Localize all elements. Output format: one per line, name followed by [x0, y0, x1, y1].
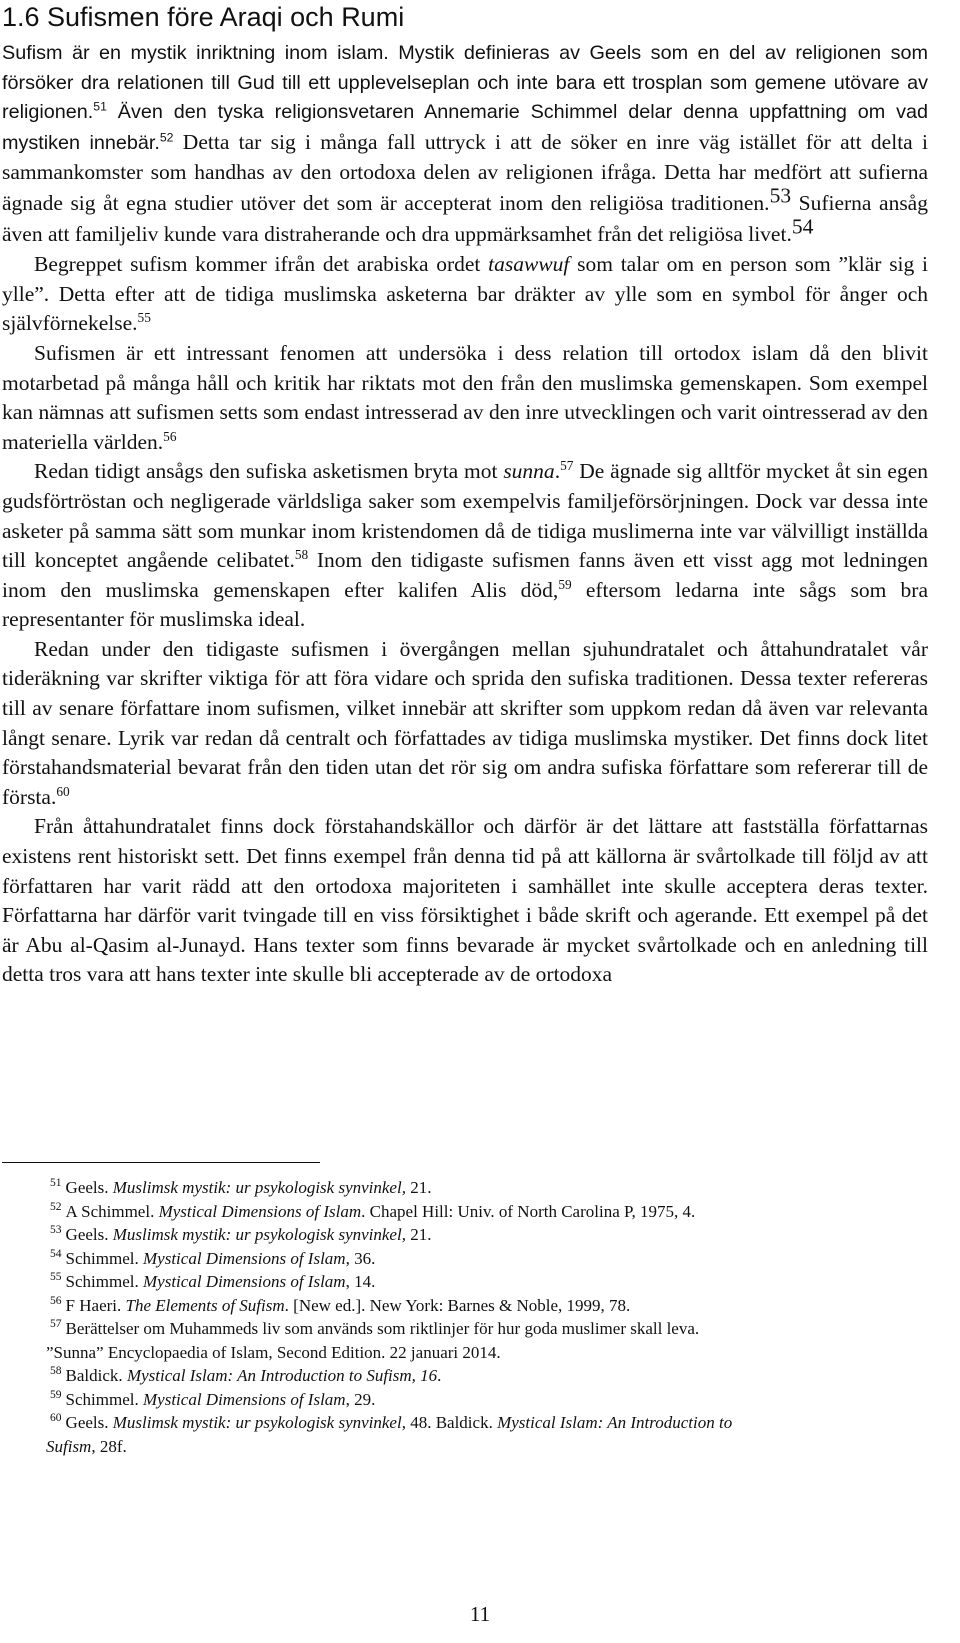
footnote-title: Mystical Dimensions of Islam — [143, 1272, 346, 1291]
footnote-author: Schimmel. — [65, 1389, 143, 1409]
footnote-number: 58 — [50, 1364, 62, 1378]
footnote-58 — [2, 1364, 928, 1388]
paragraph-1-text-c: Detta tar sig i många fall uttryck i att de söker en inre väg istället för att delta i sammankomster som handhas av den ortodoxa delen av religionen ifråga. Detta har medfört att sufierna ägnade sig åt egna studier utöver det som är accepterat inom den religiösa traditionen. — [2, 129, 928, 215]
footnote-ref-52: 52 — [159, 130, 174, 145]
term-tasawwuf: tasawwuf — [488, 252, 570, 277]
paragraph-2 — [2, 250, 928, 339]
footnote-separator — [2, 1162, 320, 1163]
footnote-author: F Haeri. — [65, 1295, 126, 1315]
footnote-title: Mystical Dimensions of Islam — [143, 1389, 346, 1409]
footnote-author: Geels. — [65, 1413, 113, 1432]
footnote-53 — [2, 1223, 928, 1247]
footnote-60 — [2, 1411, 928, 1458]
footnote-detail: , 14. — [345, 1272, 376, 1291]
footnote-text: Berättelser om Muhammeds liv som används som riktlinjer för hur goda muslimer skall leva. — [65, 1319, 700, 1338]
body-text — [2, 39, 928, 990]
paragraph-3 — [2, 339, 928, 457]
paragraph-1-text-a: Sufism är en mystik inriktning inom islam. Mystik definieras av Geels som en del av religionen som försöker dra relationen till Gud till ett upplevelseplan och inte bara ett trosplan som gemene utövare av religionen. — [2, 42, 928, 124]
footnote-title: Muslimsk mystik: ur psykologisk synvinkel, — [112, 1178, 406, 1197]
footnote-detail: 21. — [405, 1178, 432, 1197]
paragraph-4-text-c: De ägnade sig alltför mycket åt sin egen gudsförtröstan och negligerade världsliga saker som exempelvis familjeförsörjningen. Dock var dessa inte asketer på samma sätt som munkar inom kristendomen då de tidiga muslimerna inte var välvilligt inställda till konceptet angående celibatet. — [2, 459, 928, 573]
footnote-59 — [2, 1388, 928, 1412]
paragraph-6-text: Från åttahundratalet finns dock förstahandskällor och därför är det lättare att fastställa författarnas existens rent historiskt sett. Det finns exempel från denna tid på att källorna är svårtolkade till följd av att författaren har varit rädd att den ortodoxa majoriteten i samhället inte skulle acceptera deras texter. Författarna har därför varit tvingade till en viss försiktighet i både skrift och agerande. Ett exempel på det är Abu al-Qasim al-Junayd. Hans texter som finns bevarade är mycket svårtolkade och en anledning till detta tros vara att hans texter inte skulle bli accepterade av de ortodoxa — [2, 814, 928, 987]
paragraph-2-text-b: som talar om en person som ”klär sig i ylle”. Detta efter att de tidiga muslimska asketerna bar dräkter av ylle som en symbol för ånger och självförnekelse. — [2, 252, 928, 336]
footnote-title: Mystical Islam: An Introduction to Sufism, 16 — [126, 1366, 438, 1385]
footnote-ref-56: 56 — [163, 428, 177, 444]
footnote-ref-58: 58 — [294, 546, 309, 562]
footnote-title: Mystical Dimensions of Islam — [143, 1248, 346, 1268]
footnote-number: 55 — [50, 1270, 62, 1284]
footnote-detail: 48. Baldick. — [405, 1413, 498, 1432]
footnote-51 — [2, 1176, 928, 1200]
footnote-ref-53: 53 — [769, 183, 792, 208]
footnote-57 — [2, 1317, 928, 1364]
paragraph-4-text-e: eftersom ledarna inte sågs som bra representanter för muslimska ideal. — [2, 577, 928, 632]
footnote-ref-59: 59 — [558, 576, 572, 592]
footnote-number: 56 — [50, 1293, 62, 1307]
footnote-ref-54: 54 — [791, 213, 814, 238]
paragraph-1-text-b: Även den tyska religionsvetaren Annemarie Schimmel delar denna uppfattning om vad mystiken innebär. — [2, 101, 928, 154]
footnote-title: The Elements of Sufism — [125, 1295, 285, 1315]
footnote-detail-2: , 28f. — [91, 1436, 127, 1456]
footnote-author: Schimmel. — [65, 1248, 143, 1268]
footnotes — [2, 1176, 928, 1458]
footnote-54 — [2, 1247, 928, 1271]
paragraph-1 — [2, 39, 928, 250]
footnote-author: Geels. — [65, 1178, 113, 1197]
footnote-title: Muslimsk mystik: ur psykologisk synvinkel, — [112, 1225, 406, 1244]
paragraph-6 — [2, 812, 928, 990]
footnote-text-continued — [46, 1435, 928, 1459]
footnote-number: 54 — [50, 1246, 62, 1260]
term-sunna: sunna — [503, 459, 555, 484]
footnote-title-2: Mystical Islam: An Introduction to — [497, 1413, 733, 1432]
paragraph-5-text: Redan under den tidigaste sufismen i övergången mellan sjuhundratalet och åttahundratalet vår tideräkning var skrifter viktiga för att föra vidare och sprida den sufiska traditionen. Dessa texter refereras till av senare författare inom sufismen, vilket innebär att skrifter som uppkom redan då även var relevanta långt senare. Lyrik var redan då centralt och författades av tidiga muslimska mystiker. Det finns dock litet förstahandsmaterial bevarat från den tiden utan det rör sig om andra sufiska författare som refererar till de första. — [2, 636, 928, 809]
footnote-detail: 21. — [405, 1225, 432, 1244]
footnote-author: Schimmel. — [65, 1272, 143, 1291]
footnote-number: 53 — [50, 1223, 62, 1237]
footnote-detail: . [New ed.]. New York: Barnes & Noble, 1999, 78. — [284, 1295, 631, 1315]
footnote-56 — [2, 1294, 928, 1318]
footnote-title-2-continued: Sufism — [46, 1436, 92, 1456]
footnote-52 — [2, 1200, 928, 1224]
footnote-author: Baldick. — [65, 1366, 127, 1385]
footnote-author: A Schimmel. — [65, 1201, 159, 1221]
footnote-author: Geels. — [65, 1225, 113, 1244]
paragraph-3-text: Sufismen är ett intressant fenomen att undersöka i dess relation till ortodox islam då den blivit motarbetad på många håll och kritik har riktats mot den från den muslimska gemenskapen. Som exempel kan nämnas att sufismen setts som endast intresserad av den inre utvecklingen och varit ointresserad av den materiella världen. — [2, 340, 928, 454]
paragraph-4-text-b: . — [554, 459, 561, 484]
footnote-detail: . — [437, 1366, 442, 1385]
footnote-number: 60 — [50, 1411, 62, 1425]
footnote-text-continued: ”Sunna” Encyclopaedia of Islam, Second Edition. 22 januari 2014. — [46, 1342, 501, 1362]
page-number: 11 — [469, 1602, 491, 1626]
paragraph-4-text-a: Redan tidigt ansågs den sufiska asketismen bryta mot — [34, 459, 504, 484]
paragraph-4 — [2, 457, 928, 635]
footnote-ref-57: 57 — [560, 458, 574, 474]
paragraph-1-text-d: Sufierna ansåg även att familjeliv kunde vara distraherande och dra uppmärksamhet från det religiösa livet. — [2, 190, 928, 246]
footnote-detail: , 36. — [345, 1248, 376, 1268]
section-heading: 1.6 Sufismen före Araqi och Rumi — [2, 2, 405, 32]
paragraph-5 — [2, 635, 928, 813]
footnote-detail: , 29. — [345, 1389, 376, 1409]
footnote-ref-60: 60 — [56, 783, 70, 799]
paragraph-4-text-d: Inom den tidigaste sufismen fanns även ett visst agg mot ledningen inom den muslimska gemenskapen efter kalifen Alis död, — [2, 548, 928, 602]
footnote-55 — [2, 1270, 928, 1294]
footnote-ref-51: 51 — [93, 99, 107, 114]
footnote-title: Mystical Dimensions of Islam — [158, 1201, 362, 1221]
footnote-detail: . Chapel Hill: Univ. of North Carolina P, 1975, 4. — [361, 1201, 696, 1221]
footnote-title: Muslimsk mystik: ur psykologisk synvinkel, — [112, 1413, 406, 1432]
footnote-ref-55: 55 — [137, 310, 151, 326]
footnote-number: 57 — [50, 1317, 62, 1331]
paragraph-2-text-a: Begreppet sufism kommer ifrån det arabiska ordet — [34, 252, 489, 277]
footnote-number: 51 — [50, 1176, 62, 1190]
footnote-number: 52 — [50, 1199, 62, 1213]
footnote-number: 59 — [50, 1387, 62, 1401]
